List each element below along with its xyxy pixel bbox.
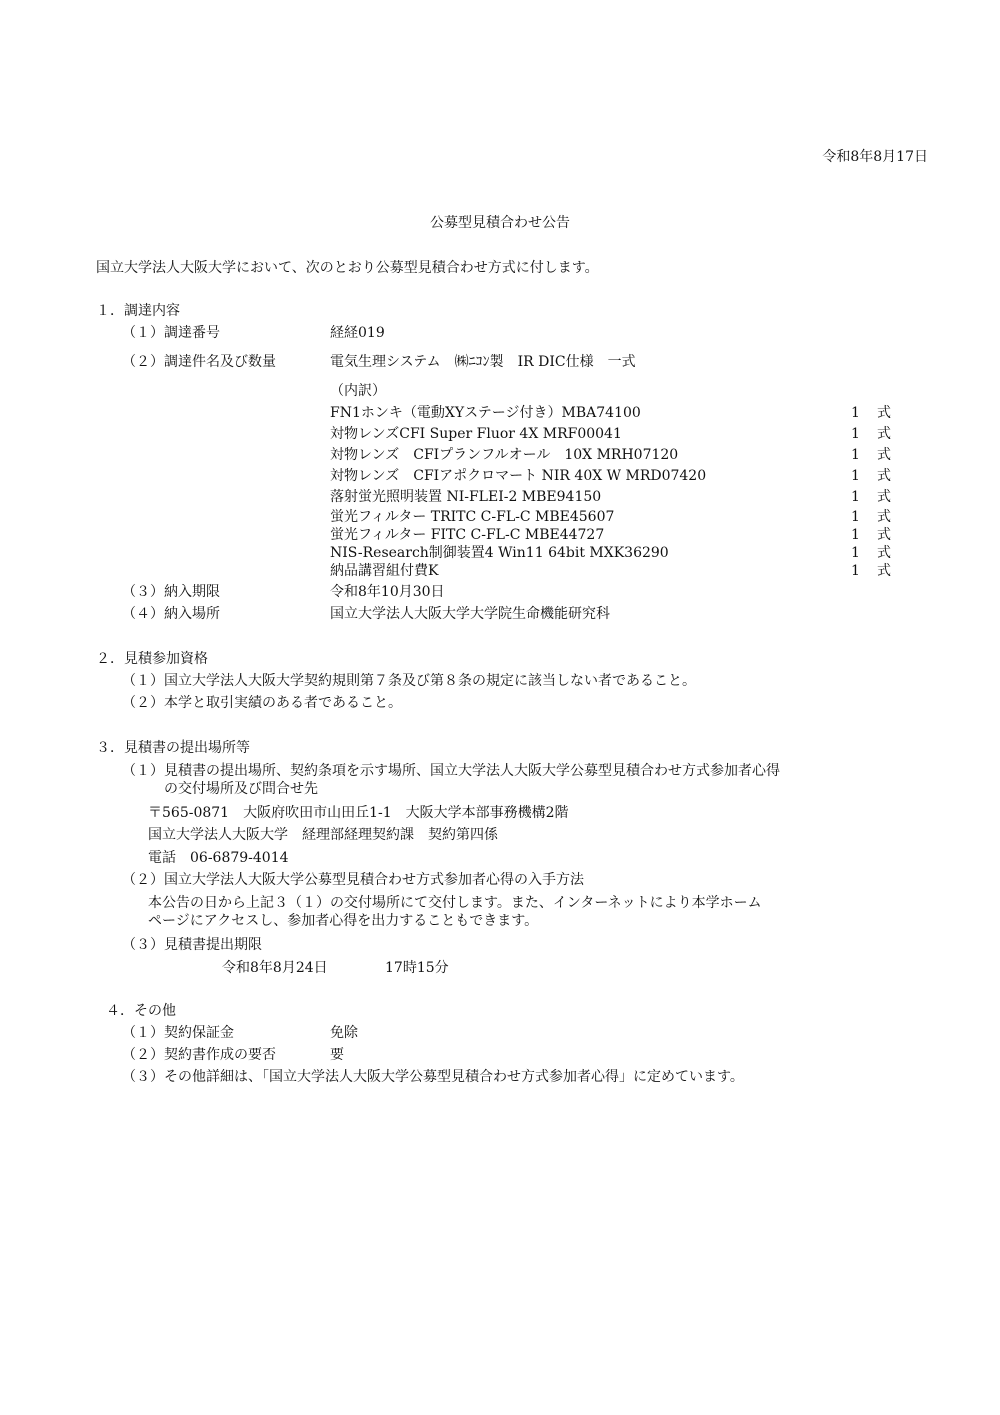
delivery-place-value: 国立大学法人大阪大学大学院生命機能研究科 [330,606,610,622]
guidelines-method-item: （２）国立大学法人大阪大学公募型見積合わせ方式参加者心得の入手方法 [122,872,584,888]
list-item-qty: 1 [851,447,860,463]
delivery-deadline-value: 令和8年10月30日 [330,584,445,600]
list-item-unit: 式 [877,527,891,543]
list-item: NIS-Research制御装置4 Win11 64bit MXK36290 [330,545,669,561]
office-department: 国立大学法人大阪大学 経理部経理契約課 契約第四係 [148,827,498,843]
notice-title: 公募型見積合わせ公告 [430,215,570,231]
submission-deadline-item: （３）見積書提出期限 [122,937,262,953]
delivery-deadline-label: （３）納入期限 [122,584,220,600]
list-item-qty: 1 [851,527,860,543]
list-item-unit: 式 [877,545,891,561]
other-details: （３）その他詳細は、「国立大学法人大阪大学公募型見積合わせ方式参加者心得」に定めています。 [122,1069,744,1085]
office-address: 〒565-0871 大阪府吹田市山田丘1-1 大阪大学本部事務機構2階 [148,805,569,821]
submission-place-item-cont: の交付場所及び問合せ先 [164,781,318,797]
section-4-heading: ４．その他 [106,1003,176,1019]
contract-document-label: （２）契約書作成の要否 [122,1047,276,1063]
submission-deadline-time: 17時15分 [385,960,449,976]
list-item-unit: 式 [877,509,891,525]
list-item: 対物レンズ CFIプランフルオール 10X MRH07120 [330,447,679,463]
list-item-unit: 式 [877,426,891,442]
list-item-qty: 1 [851,545,860,561]
section-2-heading: ２．見積参加資格 [96,651,208,667]
list-item-qty: 1 [851,489,860,505]
section-3-heading: ３．見積書の提出場所等 [96,740,250,756]
procurement-name-value: 電気生理システム ㈱ﾆｺﾝ製 IR DIC仕様 一式 [330,354,636,370]
list-item-unit: 式 [877,489,891,505]
deposit-value: 免除 [330,1025,358,1041]
list-item: 対物レンズ CFIアポクロマート NIR 40X W MRD07420 [330,468,707,484]
delivery-place-label: （４）納入場所 [122,606,220,622]
list-item-unit: 式 [877,468,891,484]
list-item: 対物レンズCFI Super Fluor 4X MRF00041 [330,426,622,442]
breakdown-label: （内訳） [330,383,386,399]
notice-intro: 国立大学法人大阪大学において、次のとおり公募型見積合わせ方式に付します。 [96,260,599,276]
deposit-label: （１）契約保証金 [122,1025,234,1041]
list-item-qty: 1 [851,426,860,442]
list-item-unit: 式 [877,405,891,421]
list-item-qty: 1 [851,468,860,484]
guidelines-method-body-cont: ページにアクセスし、参加者心得を出力することもできます。 [148,913,539,929]
submission-deadline-date: 令和8年8月24日 [222,960,328,976]
contract-document-value: 要 [330,1047,344,1063]
list-item: FN1ホンキ（電動XYステージ付き）MBA74100 [330,405,641,421]
procurement-number-label: （１）調達番号 [122,325,220,341]
list-item-unit: 式 [877,447,891,463]
guidelines-method-body: 本公告の日から上記３（１）の交付場所にて交付します。また、インターネットにより本学ホーム [148,895,762,911]
list-item-unit: 式 [877,563,891,579]
procurement-name-label: （２）調達件名及び数量 [122,354,276,370]
list-item: 納品講習組付費K [330,563,439,579]
list-item-qty: 1 [851,509,860,525]
list-item: 蛍光フィルター TRITC C-FL-C MBE45607 [330,509,615,525]
list-item: 蛍光フィルター FITC C-FL-C MBE44727 [330,527,605,543]
list-item-qty: 1 [851,563,860,579]
list-item: 落射蛍光照明装置 NI-FLEI-2 MBE94150 [330,489,602,505]
list-item-qty: 1 [851,405,860,421]
submission-place-item: （１）見積書の提出場所、契約条項を示す場所、国立大学法人大阪大学公募型見積合わせ方式参加者心得 [122,763,780,779]
section-1-heading: １．調達内容 [96,303,180,319]
procurement-number-value: 経経019 [330,325,385,341]
qualification-item-1: （１）国立大学法人大阪大学契約規則第７条及び第８条の規定に該当しない者であること。 [122,673,696,689]
office-phone: 電話 06-6879-4014 [148,850,289,866]
notice-date: 令和8年8月17日 [822,149,928,165]
qualification-item-2: （２）本学と取引実績のある者であること。 [122,695,402,711]
